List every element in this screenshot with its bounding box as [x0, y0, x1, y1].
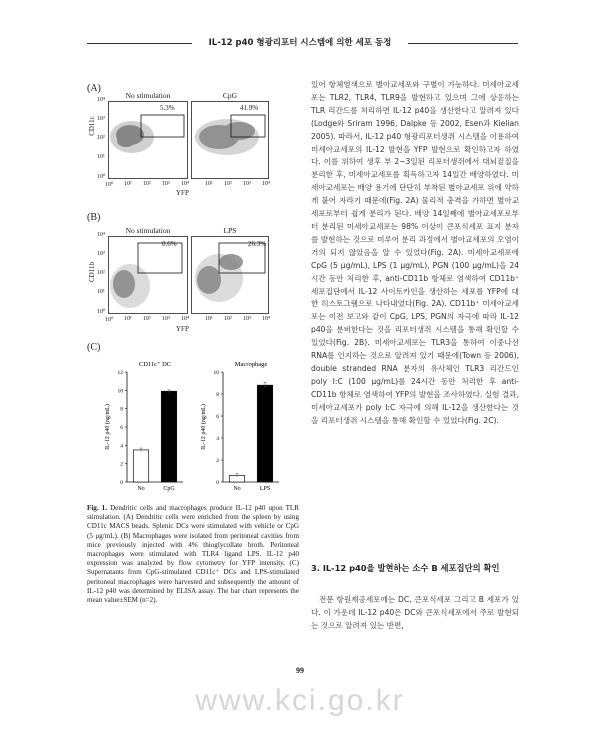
xtick-a2-3: 10³: [243, 181, 251, 187]
caption-text: Dendritic cells and macrophages produce IL-12 p40 upon TLR stimulation. (A) Dendritic cells were enriched from the spleen by using CD11c MACS beads. Splenic DCs were stimulated with vehicle or CpG (5 μg/mL). (B) Macrophages were isolated from peritoneal cavities from mice previously injected with 4% thioglycollate broth. Peritoneal macrophages were stimulated with TLR4 ligand LPS. IL-12 p40 expression was analyzed by flow cytometry for YFP intensity. (C) Supernatants from CpG-stimulated CD11c⁺ DCs and LPS-stimulated peritoneal macrophages were harvested and subsequently the amount of IL-12 p40 was determined by ELISA assay. The bar chart represents the mean value±SEM (n=2).: [87, 504, 299, 605]
page-number: 99: [296, 666, 304, 675]
panel-a-label: (A): [87, 83, 101, 94]
y-tick-label: 10: [117, 388, 123, 395]
watermark: www.kci.go.kr: [195, 684, 405, 717]
y-tick-label: 8: [120, 406, 123, 413]
x-tick-label: No: [233, 486, 241, 492]
xtick-b2-1: 10¹: [205, 316, 213, 322]
y-tick-label: 6: [216, 414, 219, 420]
y-tick-label: 2: [216, 458, 219, 464]
body-paragraph-1: 있어 항체염색으로 별아교세포와 구별이 가능하다. 미세아교세포는 TLR2, TLR4, TLR9을 발현하고 있으며 그에 상응하는 TLR 리간드를 처리하면 IL-12 p40을 생산한다고 알려져 있다(Lodge와 Sriram 1996, Dalpke 등 2002, Esen과 Kielian 2005). 따라서, IL-12 p40 형광리포터생쥐 시스템을 이용하여 미세아교세포의 IL-12 발현을 YFP 발현으로 확인하고자 하였다. 이를 위하여 생후 부 2~3일된 리포터생쥐에서 대뇌겉질을 분리한 후, 미세아교세포를 획득하고자 14일간 배양하였다. 미세아교세포는 배양 용기에 단단히 부착된 별아교세포 위에 약하게 붙어 자라기 때문에(Fig. 2A) 물리적 충격을 가하면 별아교세포로부터 쉽게 분리가 된다. 배양 14일째에 별아교세포로부터 분리된 미세아교세포는 98% 이상이 큰포식세포 표지 분자를 발현하는 것으로 미루어 분리 과정에서 별아교세포의 오염이 거의 되지 않았음을 알 수 있었다(Fig. 2A). 미세아교세포에 CpG (5 μg/mL), LPS (1 μg/mL), PGN (100 μg/mL)을 24시간 동안 처리한 후, anti-CD11b 항체로 염색하여 CD11b⁺ 세포집단에서 IL-12 사이토카인을 생산하는 세포를 YFP에 대한 히스토그램으로 나타내었다(Fig. 2A). CD11b⁺ 미세아교세포는 이전 보고와 같이 CpG, LPS, PGN의 자극에 따라 IL-12 p40을 분비한다는 것을 리포터생쥐 시스템을 통해 확인할 수 있었다(Fig. 2B). 미세아교세포는 TLR3을 통하여 이중나선 RNA를 인지하는 것으로 알려져 있기 때문에(Town 등 2006), double stranded RNA 분자의 유사체인 TLR3 리간드인 poly I:C (100 μg/mL)를 24시간 동안 처리한 후 anti-CD11b 항체로 염색하여 YFP의 발현을 조사하였다. 실험 결과, 미세아교세포가 poly I:C 자극에 의해 IL-12을 생산한다는 것을 리포터생쥐 시스템을 통해 확인할 수 있었다(Fig. 2C).: [311, 80, 519, 425]
ytick-b-4: 10⁴: [97, 232, 106, 238]
ytick-b-1: 10¹: [97, 289, 105, 295]
xtick-a2-1: 10¹: [205, 181, 213, 187]
ytick-b-2: 10²: [97, 270, 105, 276]
ytick-a-3: 10³: [97, 116, 105, 122]
panel-b-ylabel: CD11b: [87, 262, 96, 282]
xtick-a2-2: 10²: [224, 181, 232, 187]
xtick-a1-0: 10⁰: [105, 182, 114, 188]
body-paragraph-2: 전문 항원제공세포에는 DC, 큰포식세포 그리고 B 세포가 있다. 이 가운데 IL-12 p40은 DC와 큰포식세포에서 주로 발현되는 것으로 알려져 있는 반면,: [311, 595, 519, 630]
y-tick-label: 8: [216, 392, 219, 398]
panel-c-label: (C): [87, 342, 101, 353]
xtick-a1-3: 10³: [162, 181, 170, 187]
ytick-a-2: 10²: [97, 135, 105, 141]
running-header-text: IL-12 p40 형광리포터 시스템에 의한 세포 동정: [205, 38, 396, 48]
panel-a-plot1-title: No stimulation: [125, 91, 171, 100]
y-tick-label: 6: [120, 425, 123, 431]
y-tick-label: 0: [120, 480, 123, 486]
bar-chart-macrophage: [200, 361, 279, 492]
gate-pct-a1: 5.3%: [160, 104, 175, 112]
xtick-b1-1: 10¹: [124, 316, 132, 322]
figure-caption: [87, 504, 299, 605]
caption-label: Fig. 1.: [87, 504, 107, 512]
y-tick-label: 4: [216, 436, 219, 442]
gate-pct-b2: 26.3%: [248, 240, 267, 248]
bar-cpg: [161, 391, 176, 482]
gate-pct-a2: 41.9%: [240, 104, 259, 112]
gate-pct-b1: 0.6%: [162, 240, 177, 248]
section-heading: 3. IL-12 p40을 발현하는 소수 B 세포집단의 확인: [311, 563, 500, 573]
panel-a-xlabel: YFP: [176, 189, 189, 197]
ytick-a-0: 10⁰: [97, 174, 106, 180]
x-tick-label: No: [137, 486, 145, 492]
panel-b-plot1-title: No stimulation: [125, 226, 171, 235]
y-tick-label: 10: [213, 370, 219, 376]
ytick-b-3: 10³: [97, 251, 105, 257]
y-tick-label: 2: [120, 461, 123, 468]
chart-title: CD11c⁺ DC: [138, 361, 172, 368]
panel-b-plot2-title: LPS: [223, 226, 237, 235]
xtick-a1-4: 10⁴: [181, 181, 190, 187]
xtick-b1-4: 10⁴: [181, 316, 190, 322]
xtick-b1-0: 10⁰: [105, 317, 114, 323]
flow-plot-a1: [108, 101, 188, 179]
x-tick-label: LPS: [259, 486, 271, 492]
panel-b-label: (B): [87, 212, 101, 223]
panel-b-xlabel: YFP: [176, 325, 189, 333]
xtick-b2-3: 10³: [243, 316, 251, 322]
flow-plot-a2: [191, 101, 269, 179]
panel-a-plot2-title: CpG: [222, 91, 238, 100]
y-tick-label: 12: [117, 370, 123, 376]
x-tick-label: CpG: [163, 486, 175, 492]
bar-charts: [95, 358, 295, 498]
y-axis-label: IL-12 p40 (ng/mL): [201, 404, 207, 450]
xtick-a1-2: 10²: [143, 181, 151, 187]
xtick-a1-1: 10¹: [124, 181, 132, 187]
ytick-a-1: 10¹: [97, 154, 105, 160]
xtick-b1-2: 10²: [143, 316, 151, 322]
xtick-b1-3: 10³: [162, 316, 170, 322]
bar-no: [133, 450, 148, 482]
ytick-b-0: 10⁰: [97, 309, 106, 315]
xtick-a2-4: 10⁴: [262, 181, 271, 187]
chart-title: Macrophage: [234, 361, 268, 368]
xtick-b2-2: 10²: [224, 316, 232, 322]
y-axis-label: IL-12 p40 (ng/mL): [105, 404, 111, 450]
y-tick-label: 0: [216, 480, 219, 486]
panel-a-ylabel: CD11c: [87, 116, 96, 136]
running-header: [0, 36, 600, 48]
xtick-b2-4: 10⁴: [262, 316, 271, 322]
bar-chart-dc: [104, 361, 183, 492]
ytick-a-4: 10⁴: [97, 97, 106, 103]
bar-lps: [257, 385, 272, 482]
y-tick-label: 4: [120, 443, 123, 450]
